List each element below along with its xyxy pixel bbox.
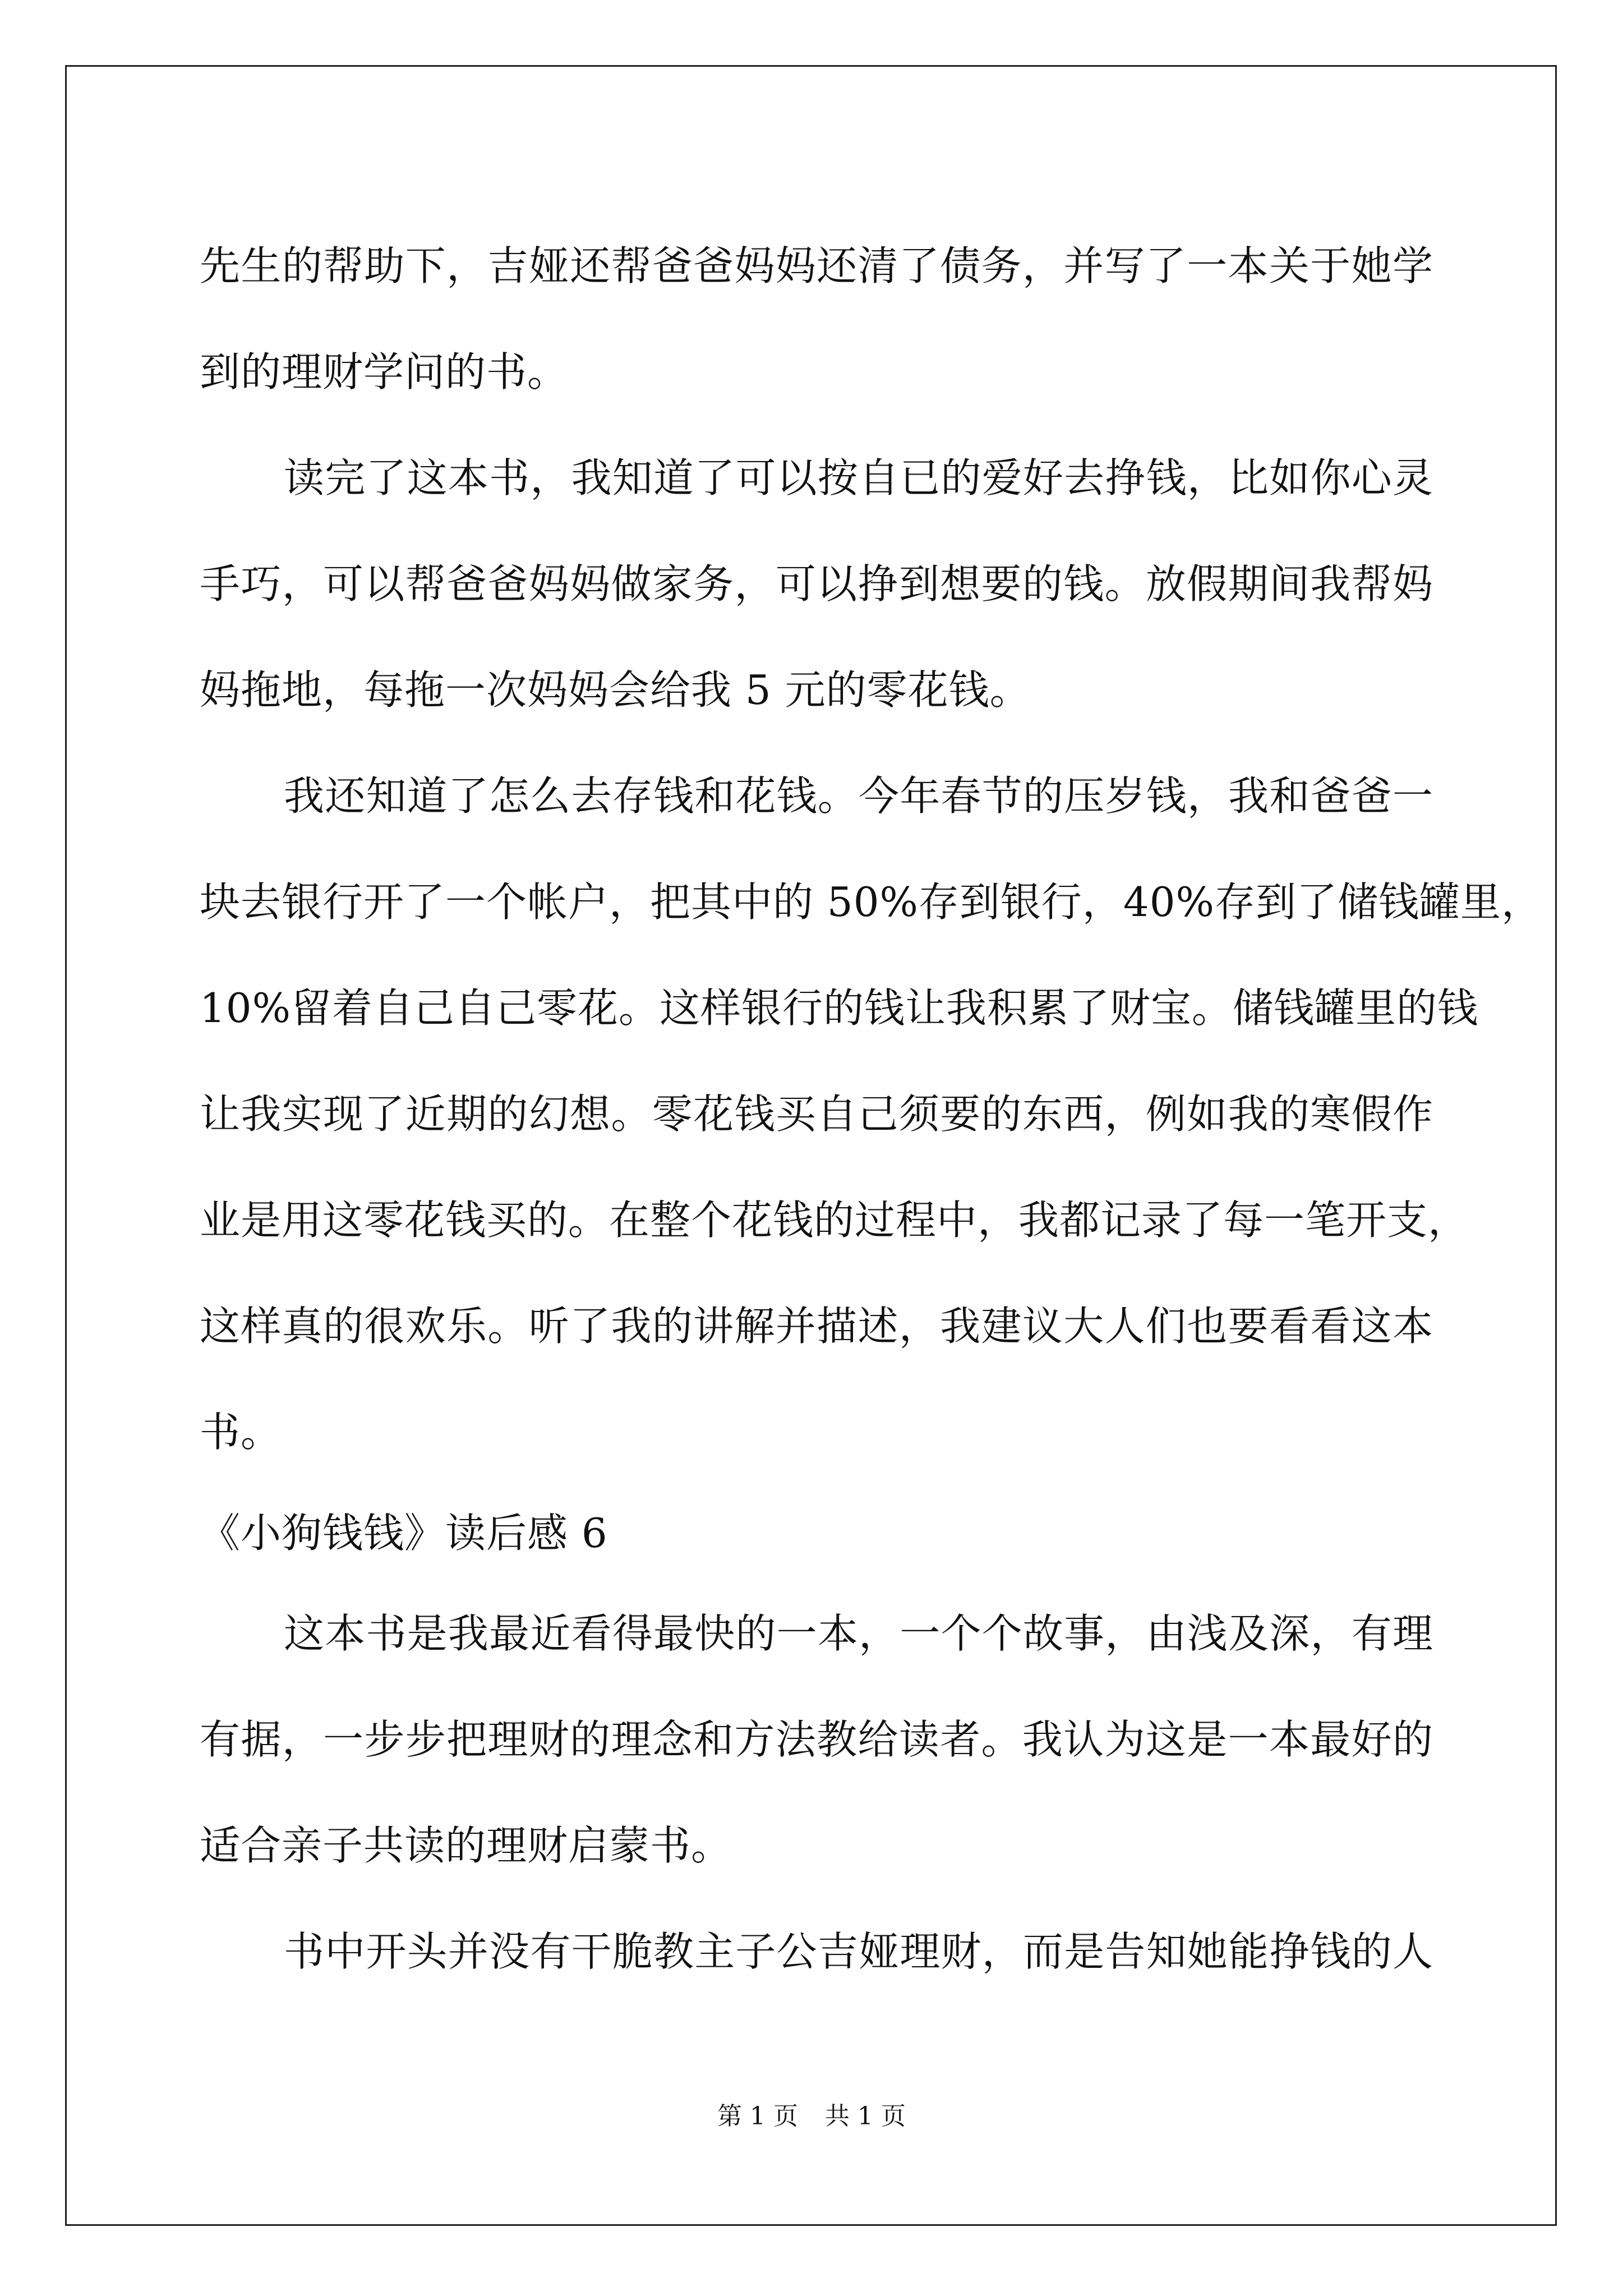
text-line: 适合亲子共读的理财启蒙书。 [200,1822,732,1869]
text-line: 有据，一步步把理财的理念和方法教给读者。我认为这是一本最好的 [200,1716,1433,1763]
text-line: 妈拖地，每拖一次妈妈会给我 5 元的零花钱。 [200,666,1031,714]
text-line: 读完了这本书，我知道了可以按自已的爱好去挣钱，比如你心灵 [284,454,1433,501]
page-total: 共 1 页 [825,2102,906,2131]
text-line: 这本书是我最近看得最快的一本，一个个故事，由浅及深，有理 [284,1610,1433,1657]
page-footer [0,2096,1623,2132]
text-line: 书。 [200,1409,282,1456]
text-line: 书中开头并没有干脆教主子公吉娅理财，而是告知她能挣钱的人 [284,1928,1433,1975]
text-line: 我还知道了怎么去存钱和花钱。今年春节的压岁钱，我和爸爸一 [284,772,1433,820]
text-line: 10%留着自己自己零花。这样银行的钱让我积累了财宝。储钱罐里的钱 [200,984,1479,1032]
text-line: 块去银行开了一个帐户，把其中的 50%存到银行，40%存到了储钱罐里， [200,878,1542,926]
text-line: 先生的帮助下，吉娅还帮爸爸妈妈还清了债务，并写了一本关于她学 [200,242,1433,289]
text-line: 业是用这零花钱买的。在整个花钱的过程中，我都记录了每一笔开支， [200,1197,1469,1244]
page-number: 第 1 页 [717,2102,798,2131]
document-body [200,213,1542,2005]
section-heading: 《小狗钱钱》读后感 6 [200,1510,608,1557]
text-line: 这样真的很欢乐。听了我的讲解并描述，我建议大人们也要看看这本 [200,1303,1433,1350]
text-line: 手巧，可以帮爸爸妈妈做家务，可以挣到想要的钱。放假期间我帮妈 [200,560,1433,608]
text-line: 让我实现了近期的幻想。零花钱买自己须要的东西，例如我的寒假作 [200,1091,1433,1138]
text-line: 到的理财学问的书。 [200,348,569,395]
